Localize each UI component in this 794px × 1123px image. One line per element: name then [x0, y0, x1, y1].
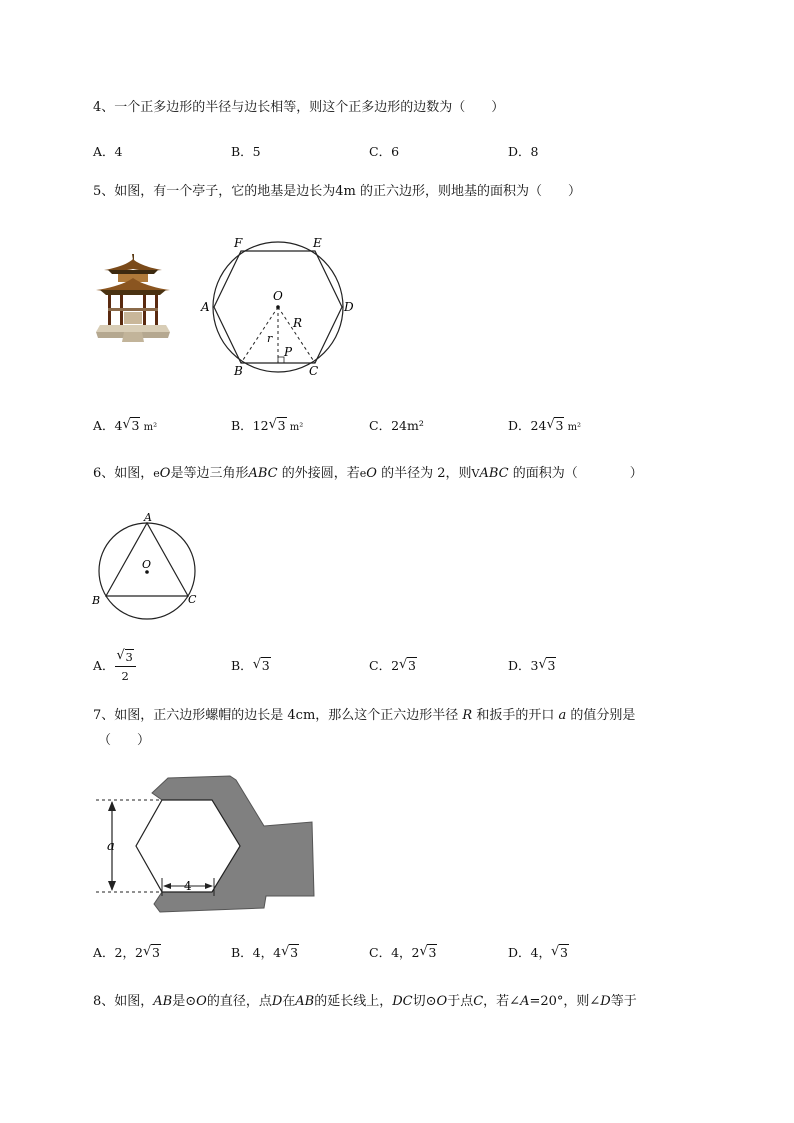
label-B: B	[234, 364, 243, 378]
wrench-hexagon-figure	[90, 770, 330, 918]
label-R: R	[293, 316, 303, 330]
fraction: √ $\frac{3}{2}$	[115, 648, 136, 685]
sqrt-symbol: √ 3	[546, 417, 564, 435]
label-P: P	[284, 345, 293, 359]
label-r: r	[267, 332, 273, 345]
q4-option-b[interactable]: B．5	[231, 144, 261, 159]
q5-option-a[interactable]: A．4√ 3 m²	[93, 417, 157, 437]
label-B: B	[92, 594, 101, 607]
label-O: O	[142, 558, 152, 571]
q4-option-d[interactable]: D．8	[508, 144, 539, 159]
label-A: A	[144, 511, 152, 524]
q5-option-b[interactable]: B．12√ 3 m²	[231, 417, 303, 437]
sqrt-symbol: √ 3	[538, 657, 556, 675]
label-a: a	[107, 839, 115, 854]
hexagon-circle-figure	[196, 232, 366, 382]
q6-option-b[interactable]: B．√ 3	[231, 657, 271, 675]
q6-option-d[interactable]: D．3√ 3	[508, 657, 556, 675]
sqrt-symbol: √ 3	[143, 944, 161, 962]
sqrt-symbol: √ 3	[281, 944, 299, 962]
q5-option-d[interactable]: D．24√ 3 m²	[508, 417, 581, 437]
q7-stem-continued: （ ）	[98, 733, 151, 748]
q6-option-a[interactable]: A． √ $\frac{3}{2}$	[93, 648, 136, 685]
q4-option-a[interactable]: A．4	[93, 144, 123, 159]
q7-stem: 7、如图，正六边形螺帽的边长是 4cm，那么这个正六边形半径 R 和扳手的开口 a 的值分别是	[93, 708, 636, 723]
q7-option-d[interactable]: D．4，√ 3	[508, 944, 569, 962]
q8-stem: 8、如图，AB是⊙O的直径，点D在AB的延长线上，DC切⊙O于点C，若∠A=20°，则∠D等于	[93, 994, 637, 1009]
q7-option-c[interactable]: C．4，2√ 3	[369, 944, 437, 962]
label-F: F	[234, 236, 243, 250]
label-A: A	[201, 300, 210, 314]
label-C: C	[309, 364, 319, 378]
sqrt-symbol: √ 3	[399, 657, 417, 675]
label-4: 4	[184, 879, 192, 893]
sqrt-symbol: √ 3	[419, 944, 437, 962]
sqrt-symbol: √ 3	[122, 417, 140, 435]
label-C: C	[188, 593, 197, 606]
q5-option-c[interactable]: C．24m²	[369, 418, 424, 433]
q6-option-c[interactable]: C．2√ 3	[369, 657, 417, 675]
sqrt-symbol: √ 3	[253, 657, 271, 675]
q4-option-c[interactable]: C．6	[369, 144, 400, 159]
triangle-circle-figure	[88, 508, 206, 626]
q7-option-a[interactable]: A．2，2√ 3	[93, 944, 161, 962]
q6-stem: 6、如图，eO是等边三角形ABC 的外接圆，若eO 的半径为 2，则VABC 的面积为（ ）	[93, 466, 643, 481]
q4-stem: 4、一个正多边形的半径与边长相等，则这个正多边形的边数为（ ）	[93, 100, 505, 115]
label-D: D	[344, 300, 354, 314]
label-E: E	[313, 236, 322, 250]
q5-stem: 5、如图，有一个亭子，它的地基是边长为4m 的正六边形，则地基的面积为（ ）	[93, 184, 582, 199]
q7-option-b[interactable]: B．4，4√ 3	[231, 944, 299, 962]
sqrt-symbol: √ 3	[269, 417, 287, 435]
label-O: O	[273, 289, 283, 303]
sqrt-symbol: √ 3	[551, 944, 569, 962]
pavilion-image	[94, 252, 172, 344]
